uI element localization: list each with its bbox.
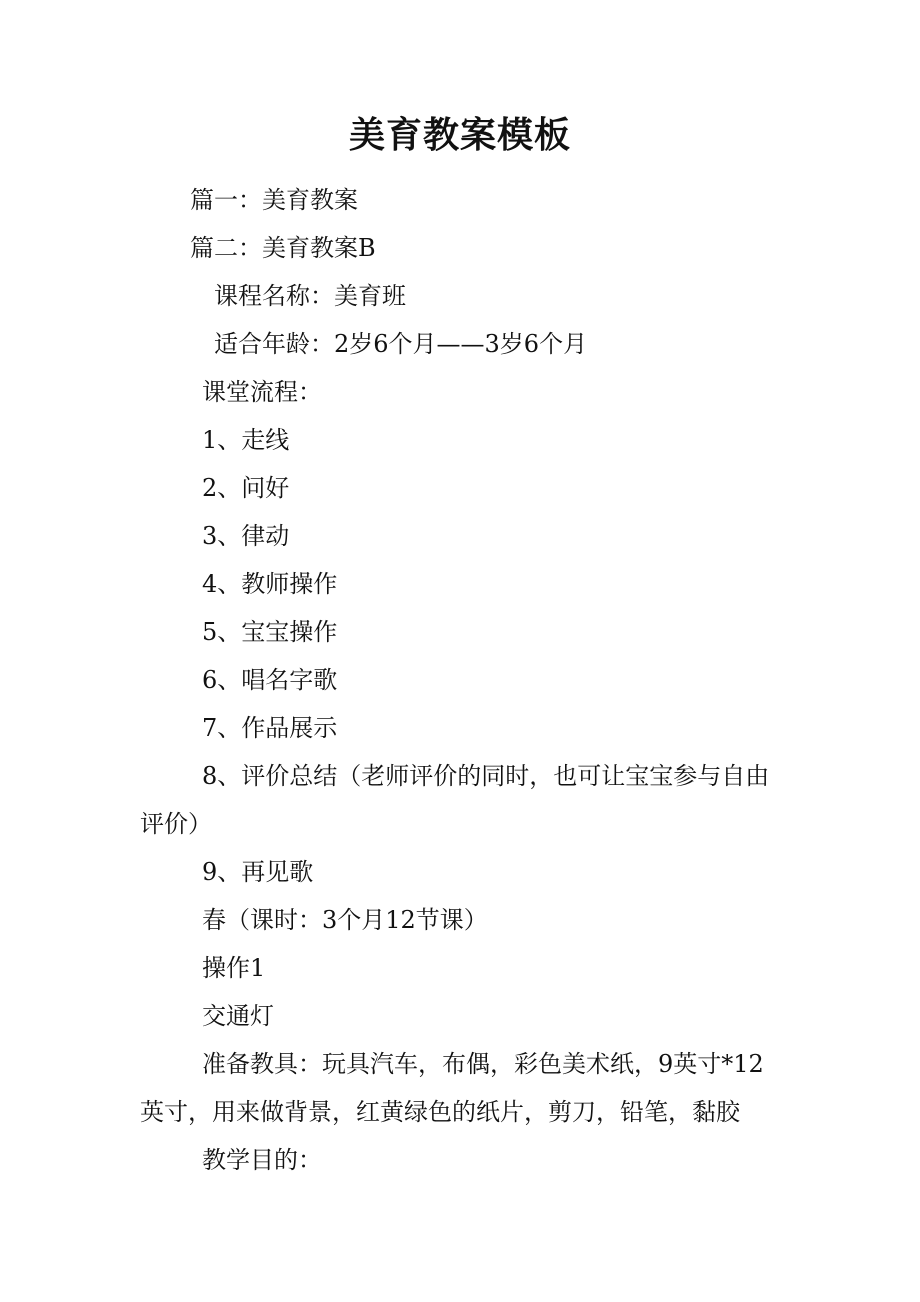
list-item: 3、律动 — [202, 522, 290, 550]
text-line: 准备教具：玩具汽车，布偶，彩色美术纸，9英寸*12 — [202, 1050, 764, 1078]
document-title: 美育教案模板 — [348, 115, 571, 156]
list-item: 4、教师操作 — [202, 570, 338, 598]
text-line: 操作1 — [202, 954, 266, 982]
text-line: 交通灯 — [202, 1002, 274, 1030]
text-line: 课堂流程： — [202, 378, 322, 406]
list-item: 8、评价总结（老师评价的同时，也可让宝宝参与自由 — [202, 762, 770, 790]
text-line: 篇二：美育教案B — [190, 234, 376, 262]
list-item: 1、走线 — [202, 426, 290, 454]
text-line-continuation: 英寸，用来做背景，红黄绿色的纸片，剪刀，铅笔，黏胶 — [140, 1098, 740, 1126]
list-item: 2、问好 — [202, 474, 290, 502]
list-item: 9、再见歌 — [202, 858, 314, 886]
list-item: 7、作品展示 — [202, 714, 338, 742]
list-item-continuation: 评价） — [140, 810, 212, 838]
text-line: 春（课时：3个月12节课） — [202, 906, 488, 934]
text-line: 教学目的： — [202, 1146, 322, 1174]
text-line: 篇一：美育教案 — [190, 186, 358, 214]
list-item: 5、宝宝操作 — [202, 618, 338, 646]
text-line: 适合年龄：2岁6个月——3岁6个月 — [214, 330, 588, 358]
text-line: 课程名称：美育班 — [214, 282, 406, 310]
list-item: 6、唱名字歌 — [202, 666, 338, 694]
